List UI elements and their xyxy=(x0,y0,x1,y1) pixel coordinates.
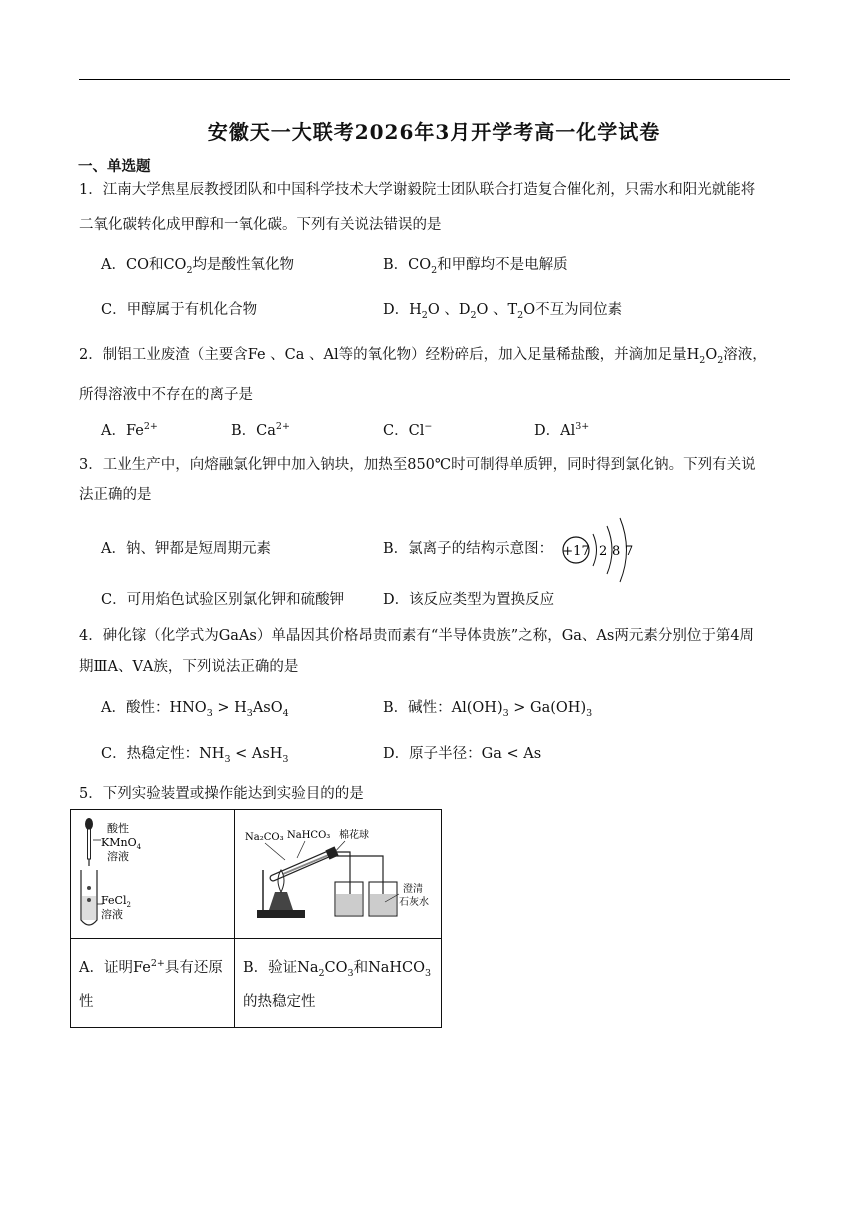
section-heading: 一、单选题 xyxy=(78,158,151,175)
dropper-tube xyxy=(88,829,91,859)
label-acidic: 酸性 xyxy=(107,822,129,835)
q4-option-a: A．酸性：$HNO_3 > H_3AsO_4$ xyxy=(101,700,289,719)
q2-option-c: C．Cl− xyxy=(383,421,433,439)
caption-b: B．验证$Na_2CO_3$和NaHCO$_3$ 的热稳定性 xyxy=(243,960,432,1010)
q1-option-d: D．$H_2O$ 、$D_2O$ 、$T_2O$不互为同位素 xyxy=(383,302,623,321)
experiment-table xyxy=(70,809,442,1028)
q4-option-c: C．热稳定性：$NH_3 < AsH_3$ xyxy=(101,746,289,765)
q2-option-d: D．$Al^{3+}$ xyxy=(534,421,590,439)
label-solution-2: 溶液 xyxy=(101,908,123,921)
caption-a: A．证明$Fe^{2+}$具有还原 性 xyxy=(79,958,223,1010)
q4-stem-line1: 4．砷化镓（化学式为GaAs）单晶因其价格昂贵而素有“半导体贵族”之称，Ga、As两元素分别位于第4周 xyxy=(79,628,755,644)
q1-stem-line1: 1．江南大学焦星辰教授团队和中国科学技术大学谢毅院士团队联合打造复合催化剂，只需水和阳光就能将 xyxy=(79,182,756,198)
thermal-stability-apparatus-figure xyxy=(235,810,441,934)
q4-stem-line2: 期ⅢA、ⅤA族，下列说法正确的是 xyxy=(79,659,299,675)
label-na2co3: Na₂CO₃ xyxy=(245,832,284,843)
figure-a-cell xyxy=(71,810,235,939)
q2-option-b: B．$Ca^{2+}$ xyxy=(231,421,290,439)
alcohol-lamp xyxy=(269,892,293,910)
header-rule xyxy=(79,79,790,80)
label-nahco3: NaHCO₃ xyxy=(287,830,331,841)
label-fecl2: FeCl$_2$ xyxy=(101,894,131,909)
q1-option-b: B．$CO_2$和甲醇均不是电解质 xyxy=(383,257,568,276)
label-kmno4: KMnO$_4$ xyxy=(101,836,142,851)
q2-stem-line2: 所得溶液中不存在的离子是 xyxy=(79,387,253,403)
label-limewater: 石灰水 xyxy=(399,897,429,908)
q5-stem: 5．下列实验装置或操作能达到实验目的的是 xyxy=(79,786,364,802)
shell-1-electrons: 2 xyxy=(599,544,608,559)
caption-a-cell xyxy=(71,939,235,1028)
q1-stem-line2: 二氧化碳转化成甲醇和一氧化碳。下列有关说法错误的是 xyxy=(79,217,442,233)
figure-b-cell xyxy=(235,810,442,939)
q3-stem-line2: 法正确的是 xyxy=(79,487,152,503)
label-cotton-ball: 棉花球 xyxy=(339,830,369,841)
q1-option-a: A．CO和$CO_2$均是酸性氧化物 xyxy=(101,257,294,276)
shell-3-electrons: 7 xyxy=(625,544,634,559)
shell-arc-1 xyxy=(593,534,597,566)
q2-stem-line1: 2．制铝工业废渣（主要含Fe 、Ca 、Al等的氧化物）经粉碎后，加入足量稀盐酸，并滴加足量$H_2O_2$溶液， xyxy=(79,347,767,366)
nucleus-charge: +17 xyxy=(562,544,590,559)
q3-option-d: D．该反应类型为置换反应 xyxy=(383,592,555,608)
caption-b-cell xyxy=(235,939,442,1028)
q3-option-a: A．钠、钾都是短周期元素 xyxy=(101,541,271,557)
stand-base xyxy=(257,910,305,918)
shell-2-electrons: 8 xyxy=(612,544,621,559)
q1-option-c: C．甲醇属于有机化合物 xyxy=(101,302,258,318)
dropper-bulb xyxy=(85,818,93,830)
dropper-test-tube-figure xyxy=(71,810,234,934)
q3-option-c: C．可用焰色试验区别氯化钾和硫酸钾 xyxy=(101,592,345,608)
label-solution-1: 溶液 xyxy=(107,850,129,863)
q2-option-a: A．$Fe^{2+}$ xyxy=(101,421,158,439)
q3-stem-line1: 3．工业生产中，向熔融氯化钾中加入钠块，加热至850℃时可制得单质钾，同时得到氯化钠。下列有关说 xyxy=(79,457,756,473)
q3-option-b: B．氯离子的结构示意图： xyxy=(383,541,554,557)
page-title: 安徽天一大联考2026年3月开学考高一化学试卷 xyxy=(207,120,661,144)
q4-option-d: D．原子半径：Ga < As xyxy=(383,746,542,762)
q4-option-b: B．碱性：$Al(OH)_3 > Ga(OH)_3$ xyxy=(383,700,593,719)
chloride-ion-structure-diagram xyxy=(562,512,640,590)
label-clear: 澄清 xyxy=(403,884,423,895)
